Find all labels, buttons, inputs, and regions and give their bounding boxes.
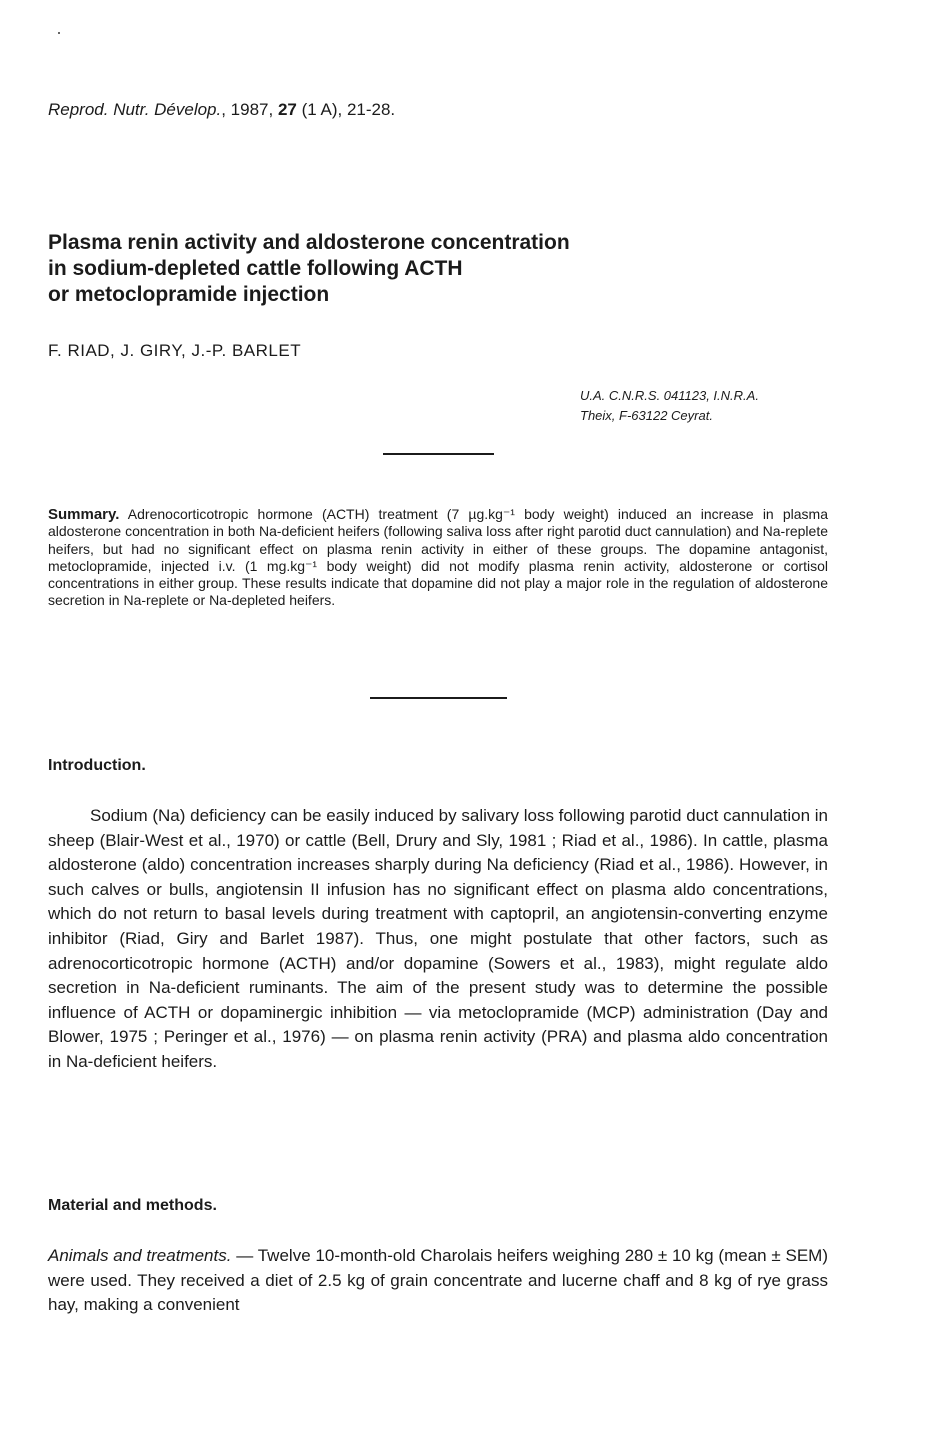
- affiliation-line: Theix, F-63122 Ceyrat.: [580, 408, 713, 423]
- summary-label: Summary.: [48, 506, 120, 523]
- methods-text: Twelve 10-month-old Charolais heifers weighing 280 ± 10 kg (mean ± SEM) were used. They received a diet of 2.5 kg of grain concentrate and lucerne chaff and 8 kg of rye grass hay, making a convenient: [48, 1246, 829, 1315]
- methods-dash: —: [231, 1246, 258, 1265]
- summary: [48, 506, 828, 610]
- journal-citation: [48, 100, 395, 120]
- affiliation: [580, 386, 759, 426]
- journal-issue-pages: (1 A), 21-28.: [296, 100, 396, 119]
- divider: [383, 453, 494, 455]
- introduction-paragraph: Sodium (Na) deficiency can be easily induced by salivary loss following parotid duct cannulation in sheep (Blair-West et al., 1970) or cattle (Bell, Drury and Sly, 1981 ; Riad et al., 1986). In cattle, plasma aldosterone (aldo) concentration increases sharply during Na deficiency (Riad et al., 1986). However, in such calves or bulls, angiotensin II infusion has no significant effect on plasma aldo concentrations, which do not return to basal levels during treatment with captopril, an angiotensin-converting enzyme inhibitor (Riad, Giry and Barlet 1987). Thus, one might postulate that other factors, such as adrenocorticotropic hormone (ACTH) and/or dopamine (Sowers et al., 1983), might regulate aldo secretion in Na-deficient ruminants. The aim of the present study was to determine the possible influence of ACTH or dopaminergic inhibition — via metoclopramide (MCP) administration (Day and Blower, 1975 ; Peringer et al., 1976) — on plasma renin activity (PRA) and plasma aldo concentration in Na-deficient heifers.: [48, 806, 829, 1071]
- article-title: [48, 230, 808, 308]
- journal-name: Reprod. Nutr. Dévelop.: [48, 100, 222, 119]
- methods-paragraph: [48, 1244, 828, 1318]
- affiliation-line: U.A. C.N.R.S. 041123, I.N.R.A.: [580, 388, 759, 403]
- divider: [370, 697, 507, 699]
- journal-volume: 27: [277, 100, 297, 119]
- scan-speck: [58, 32, 60, 34]
- section-heading-methods: Material and methods.: [48, 1197, 217, 1214]
- title-line: or metoclopramide injection: [48, 283, 330, 306]
- journal-year: , 1987,: [221, 100, 278, 119]
- methods-subheading: Animals and treatments.: [48, 1246, 232, 1265]
- authors: F. RIAD, J. GIRY, J.-P. BARLET: [48, 341, 302, 360]
- title-line: in sodium-depleted cattle following ACTH: [48, 257, 463, 280]
- summary-text: Adrenocorticotropic hormone (ACTH) treatment (7 µg.kg⁻¹ body weight) induced an increase in plasma aldosterone concentration in both Na-deficient heifers (following saliva loss after right parotid duct cannulation) and Na-replete heifers, but had no significant effect on plasma renin activity in either of these groups. The dopamine antagonist, metoclopramide, injected i.v. (1 mg.kg⁻¹ body weight) did not modify plasma renin activity, aldosterone or cortisol concentrations in either group. These results indicate that dopamine did not play a major role in the regulation of aldosterone secretion in Na-replete or Na-depleted heifers.: [48, 506, 828, 609]
- section-heading-introduction: Introduction.: [48, 757, 146, 774]
- title-line: Plasma renin activity and aldosterone concentration: [48, 231, 570, 254]
